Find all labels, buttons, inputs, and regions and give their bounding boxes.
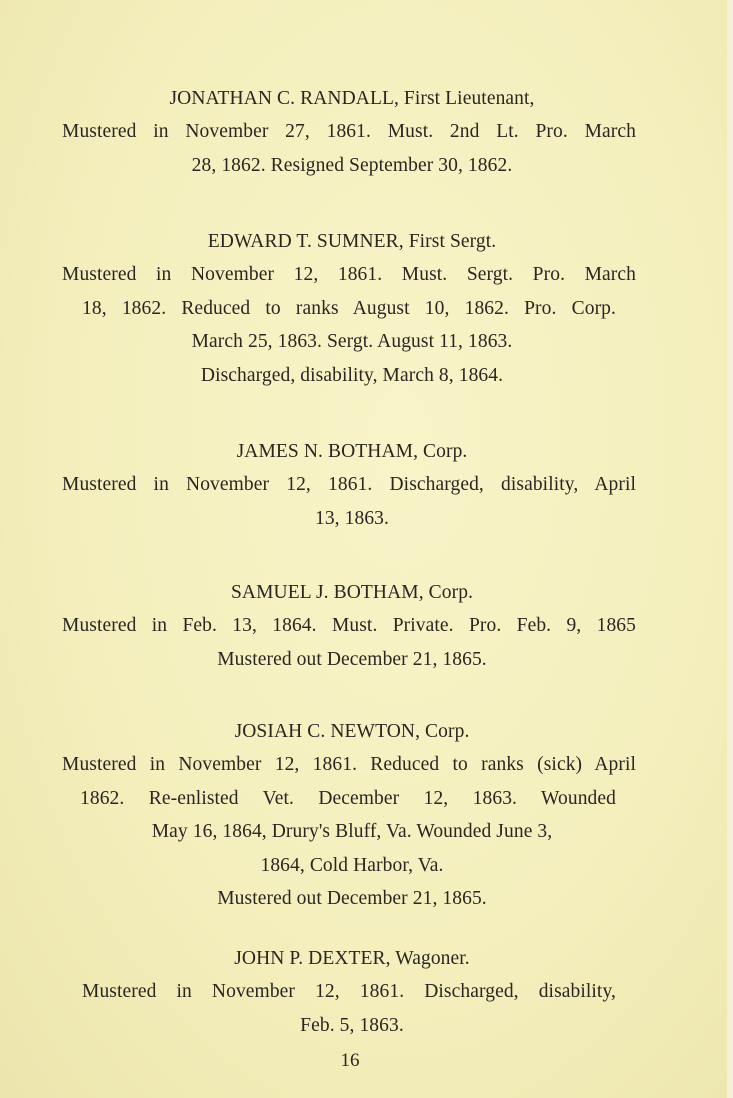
entry-heading: JOHN P. DEXTER, Wagoner. [234, 948, 470, 969]
roster-entry-james-botham [52, 435, 652, 535]
entry-line: Mustered in November 12, 1861. Discharged, disability, April [62, 474, 636, 495]
entry-line: Mustered out December 21, 1865. [217, 648, 487, 670]
entry-line: Mustered in Feb. 13, 1864. Must. Private. Pro. Feb. 9, 1865 [62, 615, 636, 636]
entry-line: Discharged, disability, March 8, 1864. [200, 364, 504, 386]
entry-line: May 16, 1864, Drury's Bluff, Va. Wounded June 3, [151, 821, 553, 842]
entry-heading: JOSIAH C. NEWTON, Corp. [234, 721, 470, 742]
entry-line: Mustered in November 12, 1861. Discharged, disability, [82, 981, 616, 1002]
page-number: 16 [340, 1050, 360, 1071]
entry-heading: JAMES N. BOTHAM, Corp. [236, 441, 468, 462]
entry-line: 13, 1863. [314, 507, 390, 529]
entry-heading: EDWARD T. SUMNER, First Sergt. [207, 231, 497, 252]
entry-line: Mustered out December 21, 1865. [217, 888, 487, 909]
roster-entry-newton [52, 715, 652, 916]
roster-entry-randall [52, 82, 652, 182]
entry-line: March 25, 1863. Sergt. August 11, 1863. [191, 331, 513, 352]
entry-line: 1862. Re-enlisted Vet. December 12, 1863. Wounded [80, 787, 616, 809]
entry-line: Feb. 5, 1863. [300, 1014, 404, 1036]
entry-line: Mustered in November 27, 1861. Must. 2nd Lt. Pro. March [62, 121, 636, 142]
roster-entry-dexter [52, 942, 652, 1042]
entry-line: Mustered in November 12, 1861. Must. Sergt. Pro. March [62, 264, 636, 285]
entry-line: 1864, Cold Harbor, Va. [260, 854, 444, 876]
entry-line: 18, 1862. Reduced to ranks August 10, 1862. Pro. Corp. [82, 297, 616, 319]
entry-heading: SAMUEL J. BOTHAM, Corp. [230, 582, 474, 603]
roster-entry-sumner [52, 225, 652, 392]
entry-line: 28, 1862. Resigned September 30, 1862. [191, 154, 513, 176]
roster-entry-samuel-botham [52, 576, 652, 676]
entry-line: Mustered in November 12, 1861. Reduced to ranks (sick) April [62, 754, 636, 775]
entry-heading: JONATHAN C. RANDALL, First Lieutenant, [169, 88, 535, 109]
